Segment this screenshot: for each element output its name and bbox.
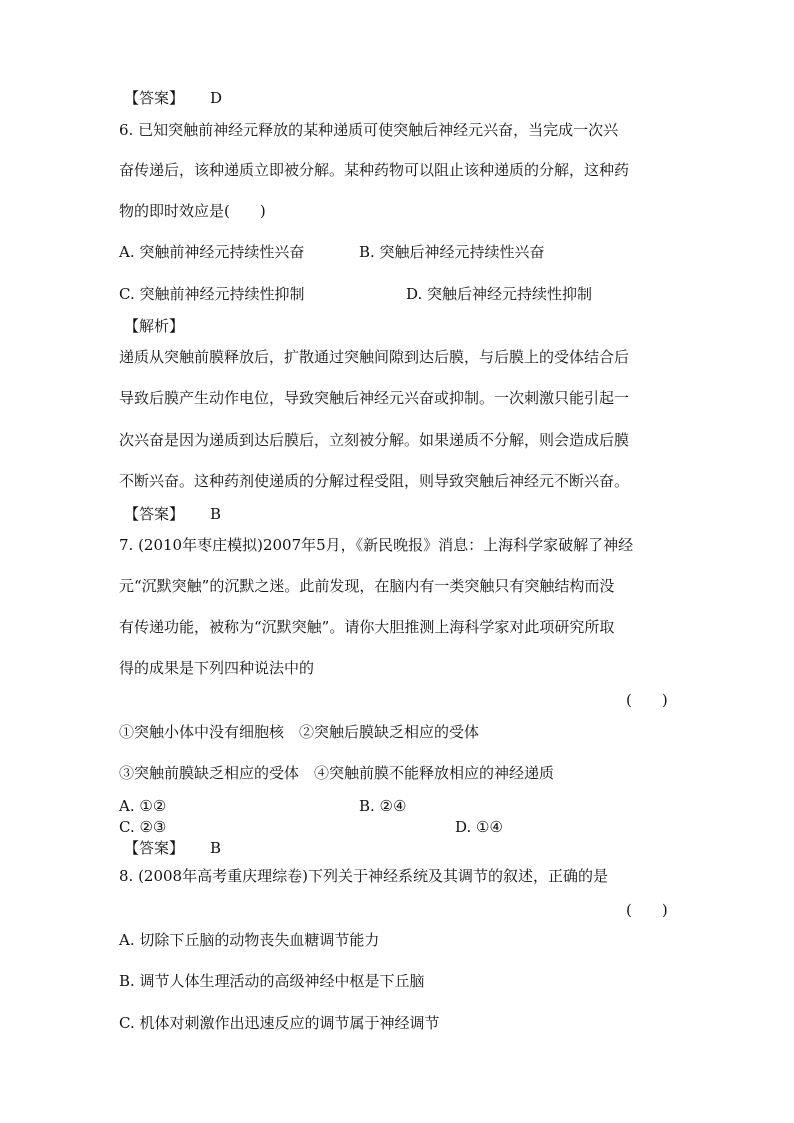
q6-analysis-tag: 【解析】	[124, 317, 185, 335]
q6-stem-line-1: 6. 已知突触前神经元释放的某种递质可使突触后神经元兴奋，当完成一次兴	[119, 121, 619, 139]
q6-analysis-line-4: 不断兴奋。这种药剂使递质的分解过程受阻，则导致突触后神经元不断兴奋。	[119, 472, 630, 490]
q7-stem-line-2: 元“沉默突触”的沉默之迷。此前发现，在脑内有一类突触只有突触结构而没	[119, 577, 615, 595]
q7-stem-line-3: 有传递功能，被称为“沉默突触”。请你大胆推测上海科学家对此项研究所取	[119, 618, 615, 636]
q7-answer-value: B	[210, 839, 222, 857]
q6-analysis-line-2: 导致后膜产生动作电位，导致突触后神经元兴奋或抑制。一次刺激只能引起一	[119, 389, 630, 407]
q6-option-a: A. 突触前神经元持续性兴奋	[119, 243, 305, 261]
q8-answer-bracket: ( )	[626, 901, 668, 919]
answer-tag: 【答案】	[124, 505, 185, 523]
answer-tag: 【答案】	[124, 89, 185, 107]
q5-answer-value: D	[210, 89, 223, 107]
q6-stem-line-3: 物的即时效应是( )	[119, 202, 266, 220]
q6-answer-value: B	[210, 505, 222, 523]
q8-option-b: B. 调节人体生理活动的高级神经中枢是下丘脑	[119, 972, 425, 990]
q7-option-d: D. ①④	[455, 818, 503, 836]
q6-analysis-line-3: 次兴奋是因为递质到达后膜后，立刻被分解。如果递质不分解，则会造成后膜	[119, 431, 630, 449]
answer-tag: 【答案】	[124, 839, 185, 857]
q7-statements-line-1: ①突触小体中没有细胞核 ②突触后膜缺乏相应的受体	[119, 723, 480, 741]
q8-option-c: C. 机体对刺激作出迅速反应的调节属于神经调节	[119, 1014, 440, 1032]
q7-answer-bracket: ( )	[626, 691, 668, 709]
q5-answer-line	[124, 88, 222, 108]
q7-option-a: A. ①②	[119, 797, 167, 815]
q6-stem-line-2: 奋传递后，该种递质立即被分解。某种药物可以阻止该种递质的分解，这种药	[119, 161, 630, 179]
q7-answer-line	[124, 838, 221, 858]
q6-analysis-line-1: 递质从突触前膜释放后，扩散通过突触间隙到达后膜，与后膜上的受体结合后	[119, 348, 630, 366]
q6-answer-line	[124, 504, 221, 524]
q7-stem-line-4: 得的成果是下列四种说法中的	[119, 659, 315, 677]
q6-option-d: D. 突触后神经元持续性抑制	[406, 285, 593, 303]
q8-option-a: A. 切除下丘脑的动物丧失血糖调节能力	[119, 931, 380, 949]
q7-option-c: C. ②③	[119, 818, 167, 836]
q6-option-b: B. 突触后神经元持续性兴奋	[359, 243, 545, 261]
q7-option-b: B. ②④	[359, 797, 407, 815]
q6-option-c: C. 突触前神经元持续性抑制	[119, 285, 305, 303]
q7-statements-line-2: ③突触前膜缺乏相应的受体 ④突触前膜不能释放相应的神经递质	[119, 764, 555, 782]
q8-stem-line: 8. (2008年高考重庆理综卷)下列关于神经系统及其调节的叙述，正确的是	[119, 867, 608, 885]
q7-stem-line-1: 7. (2010年枣庄模拟)2007年5月，《新民晚报》消息：上海科学家破解了神经	[119, 536, 634, 554]
